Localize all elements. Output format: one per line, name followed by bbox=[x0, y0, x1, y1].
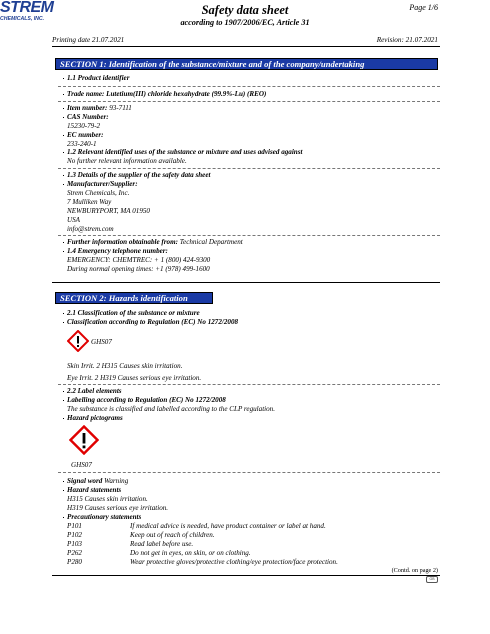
labelling-text: The substance is classified and labelled according to the CLP regulation. bbox=[67, 405, 276, 413]
manufacturer-line: Strem Chemicals, Inc. bbox=[67, 189, 130, 197]
document-title: Safety data sheet bbox=[201, 3, 289, 17]
divider bbox=[58, 168, 440, 169]
manufacturer-line: NEWBURYPORT, MA 01950 bbox=[67, 207, 150, 215]
emergency-heading: 1.4 Emergency telephone number: bbox=[67, 247, 168, 256]
section-1-heading: SECTION 1: Identification of the substance/mixture and of the company/undertaking bbox=[55, 58, 438, 70]
cas-number: 15230-79-2 bbox=[67, 122, 101, 130]
hazard-statements-heading: Hazard statements bbox=[67, 486, 121, 495]
precaution-code: P102 bbox=[67, 531, 82, 539]
relevant-uses-heading: 1.2 Relevant identified uses of the substance or mixture and uses advised against bbox=[67, 148, 302, 157]
divider bbox=[58, 384, 440, 385]
manufacturer-line: 7 Mulliken Way bbox=[67, 198, 112, 206]
divider bbox=[58, 472, 440, 473]
emergency-line: EMERGENCY: CHEMTREC: + 1 (800) 424-9300 bbox=[67, 256, 211, 264]
precaution-code: P262 bbox=[67, 549, 82, 557]
hazard-statement: H319 Causes serious eye irritation. bbox=[67, 504, 169, 512]
trade-name: Trade name: Lutetium(III) chloride hexahydrate (99.9%-Lu) (REO) bbox=[67, 90, 266, 99]
hazard-classification: Skin Irrit. 2 H315 Causes skin irritation. bbox=[67, 362, 183, 370]
ghs-code: GHS07 bbox=[91, 338, 112, 346]
item-number: Item number: 93-7111 bbox=[67, 104, 132, 113]
section-2-heading: SECTION 2: Hazards identification bbox=[55, 292, 213, 304]
manufacturer-email[interactable]: info@strem.com bbox=[67, 225, 114, 233]
language-badge: GB bbox=[426, 576, 438, 583]
precaution-text: Do not get in eyes, on skin, or on clothing. bbox=[130, 549, 251, 557]
ghs07-pictogram-icon bbox=[69, 425, 99, 455]
page-number: Page 1/6 bbox=[409, 3, 438, 12]
printing-date: Printing date 21.07.2021 bbox=[52, 36, 125, 44]
precautionary-heading: Precautionary statements bbox=[67, 513, 141, 522]
divider bbox=[58, 101, 440, 102]
pictograms-heading: Hazard pictograms bbox=[67, 414, 123, 423]
supplier-heading: 1.3 Details of the supplier of the safety data sheet bbox=[67, 171, 210, 180]
classification-heading: 2.1 Classification of the substance or mixture bbox=[67, 309, 200, 318]
pictogram-code: GHS07 bbox=[71, 461, 92, 469]
hazard-statement: H315 Causes skin irritation. bbox=[67, 495, 148, 503]
precaution-text: Keep out of reach of children. bbox=[130, 531, 215, 539]
ghs07-exclamation-icon bbox=[67, 330, 89, 352]
ec-label: EC number: bbox=[67, 131, 103, 140]
logo-mark: STREM bbox=[0, 0, 54, 16]
classification-regulation: Classification according to Regulation (EC) No 1272/2008 bbox=[67, 318, 238, 327]
relevant-uses-text: No further relevant information available. bbox=[67, 157, 187, 165]
document-subtitle: according to 1907/2006/EC, Article 31 bbox=[180, 18, 310, 27]
header-rule bbox=[52, 46, 440, 47]
continued-note: (Contd. on page 2) bbox=[391, 567, 438, 574]
labelling-regulation: Labelling according to Regulation (EC) No 1272/2008 bbox=[67, 396, 226, 405]
divider bbox=[58, 86, 440, 87]
ec-number: 233-240-1 bbox=[67, 140, 97, 148]
precaution-code: P280 bbox=[67, 558, 82, 566]
label-elements-heading: 2.2 Label elements bbox=[67, 387, 122, 396]
logo-subtitle: CHEMICALS, INC. bbox=[0, 16, 45, 22]
precaution-code: P101 bbox=[67, 522, 82, 530]
divider bbox=[58, 235, 440, 236]
manufacturer-line: USA bbox=[67, 216, 81, 224]
cas-label: CAS Number: bbox=[67, 113, 109, 122]
section-rule bbox=[52, 282, 440, 283]
revision-date: Revision: 21.07.2021 bbox=[376, 36, 438, 44]
footer-rule bbox=[52, 575, 440, 576]
signal-word: Signal word Warning bbox=[67, 477, 128, 486]
precaution-text: Read label before use. bbox=[130, 540, 194, 548]
further-info: Further information obtainable from: Technical Department bbox=[67, 238, 243, 247]
precaution-code: P103 bbox=[67, 540, 82, 548]
hazard-classification: Eye Irrit. 2 H319 Causes serious eye irritation. bbox=[67, 374, 202, 382]
emergency-line: During normal opening times: +1 (978) 499-1600 bbox=[67, 265, 210, 273]
precaution-text: If medical advice is needed, have product container or label at hand. bbox=[130, 522, 326, 530]
product-identifier-heading: 1.1 Product identifier bbox=[67, 74, 129, 83]
precaution-text: Wear protective gloves/protective clothing/eye protection/face protection. bbox=[130, 558, 338, 566]
manufacturer-label: Manufacturer/Supplier: bbox=[67, 180, 138, 189]
